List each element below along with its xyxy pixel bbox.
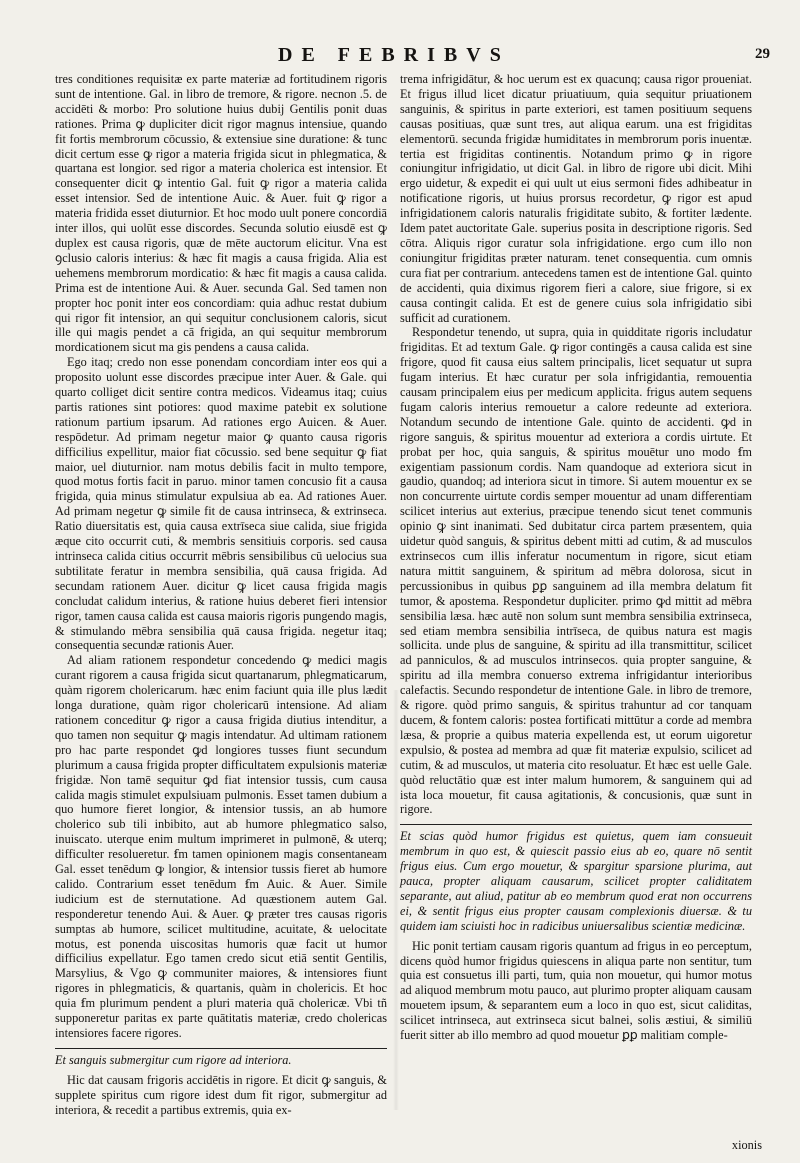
catchword: xionis <box>731 1138 762 1152</box>
left-paragraph-3: Ad aliam rationem respondetur concedendo ꝙ medici magis curant rigorem a causa frigida sicut quartanarum, phlegmaticarum, quàm rigorem cholericarum. hæc enim faciunt quia ille plus lædit longa duratione, quàm rigor cholericarū intensione. Ad aliam rationem conceditur ꝙ rigor a causa frigida diutius intenditur, a quo tamen non sequitur ꝙ magis intendatur. Ad ultimam rationem pro hac parte respondet ꝙd longiores tusses fiunt secundum plurimum a causa frigida propter difficultatem expulsionis materiæ frigidæ. Non tamē sequitur ꝙd fiat intensior tussis, cum causa calida magis stimulet expulsiuam pulmonis. Esset tamen dubium a quo humore fieret longior, & intensior tussis, an ab humore cholerico sub tili inbibito, aut ab humore phlegmatico salso, inuiscato. uterque enim multum imprimeret in pulmonē, & uterq; difficulter resolueretur. ẜm tamen opinionem magis consentaneam Gal. esset tenēdum ꝙ longior, & intensior tussis fieret ab humore calido. Contrarium esset tenēdum ẜm Auic. & Auer. Simile iudicium est de sternutatione. Ad quæstionem autem Gal. responderetur tenendo Aui. & Auer. ꝙ præter tres causas rigoris sumptas ab humore, scilicet multitudine, acuitate, & uelocitate motus, est ponenda uiscositas humoris quæ facit ut humor difficilius expellatur. Ego tamen credo sicut etiā sentit Gentilis, Marsylius, & Vgo ꝙ communiter maiores, & intensiores fiunt rigores in phlegmaticis, & quartanis, quàm in cholericis. Et hoc quia ẜm plurimum pendent a pluri materia quā cholericæ. Vbi tñ supponeretur paritas ex parte quātitatis materiæ, credo cholericas intensiores facere rigores. <box>55 653 387 1040</box>
gutter-shadow <box>393 690 399 1110</box>
right-paragraph-1: trema infrigidātur, & hoc uerum est ex quacunq; causa rigor proueniat. Et frigus illud licet dicatur priuatiuum, quia sequitur priuationem sanguinis, & spiritus in parte exteriori, est tamen positiuum sequens causas positiuas, quæ sunt tres, aut aliqua earum. una est frigiditas elementorū. secunda frigidæ humiditates in membrorum poris inuentæ. tertia est frigiditas continentis. Notandum primo ꝙ in rigore coniungitur infrigidatio, ut dicit Gal. in libro de rigore ubi dicit. Mihi ergo uidetur, & expedit ei qui uult ut eius sermoni fides adhibeatur in notificatione rigoris, ut huius prorsus recordetur, ꝙ rigor est apud infrigidationem caloris naturalis frigiditate subito, & fortiter lædente. Idem patet auctoritate Gale. superius posita in descriptione rigoris. Sed cōtra. Aliquis rigor curatur sola infrigidatione. ergo cum illo non coniungitur frigiditas præter naturam. tenet consequentia. cum omnis cura fiat per contrarium. antecedens tamen est de intentione Gal. quinto de accidenti, quia diximus rigorem fieri a calore, siue frigore, si ex causa contingit calida. Et est de genere cuius sola infrigidatio sibi sufficit ad curationem. <box>400 72 752 325</box>
right-paragraph-3: Hic ponit tertiam causam rigoris quantum ad frigus in eo perceptum, dicens quòd humor frigidus quiescens in aliqua parte non sentitur, tum quia est consuetus illi parti, tum, quia non mouetur, qui humor motus ad aliquod membrum motu pauco, aut plurimo propter aliquam causam mouetem ipsum, & separantem eum a loco in quo est, sicut caliditas, scilicet intrinseca, aut extrinseca sicut balnei, solis æstiui, & similiū fuerit sitter ab illo membro ad quod mouetur ꝑꝑ malitiam comple- <box>400 938 752 1043</box>
left-lemma: Et sanguis submergitur cum rigore ad interiora. <box>55 1048 387 1068</box>
right-paragraph-2: Respondetur tenendo, ut supra, quia in quidditate rigoris includatur frigiditas. Et ad textum Gale. ꝙ rigor contingēs a causa calida est sine frigore, quod fit causa eius saltem principalis, licet sequatur ut supra fugam interius. Et hæc curatur per sola infrigidantia, remouentia causam principalem eius per medicum applicita. frigus autem sequens fugam caloris interius remouetur a calore redeunte ad exteriora. Notandum secundo de intentione Gale. quinto de accidenti. ꝙd in rigore sanguis, & spiritus mouentur ad exteriora a cordis uirtute. Et probat per hoc, quia sanguis, & spiritus mouētur uno modo ẜm exigentiam passionum cordis. Nam quandoque ad exteriora sicut in gaudio, quandoq; ad interiora sicut in timore. Si autem mouentur ex se non concurrente uirtute cordis semper mouentur ad unam differentiam scilicet interius aut exterius, præcipue tenendo sicut tenet communis opinio ꝙ sint inanimati. Sed dubitatur circa partem præsentem, quia uidetur quòd sanguis, & spiritus debent mitti ad cutim, & ad musculos extrinsecos cum illis inferatur nocumentum in rigore, sicut etiam natura mittit sanguinem, & spiritum ad mēbra dolorosa, sicut in percussionibus in quibus ꝑꝑ sanguinem ad illa membra delatum fit tumor, & apostema. Respondetur dupliciter. primo ꝙd mittit ad mēbra sensibilia læsa. hæc autē non solum sunt membra sensibilia extrinseca, sed etiam membra sensibilia intrīseca, de quibus natura est magis sollicita. unde plus de sanguine, & spiritu ad illa transmittitur, scilicet ad panniculos, & ad musculos intrinsecos. quia propter sanguine, & spiritu ad illa membra conuerso extrema infrigidantur interioribus calefactis. Secundo respondetur de intentione Gale. in libro de tremore, & rigore. quòd primo sanguis, & spiritus trahuntur ad cor tanquam ducem, & fontem caloris: postea fortificati mittūtur a corde ad membra læsa, & proprie a quibus materia expellenda est, ut eorum uigoretur expulsio, & postea ad membra ad quæ fit materiæ expulsio, scilicet ad cutim, & ad musculos, ut materia cito resoluatur. Et hæc est uelle Gale. quòd reluctātio quæ est inter malum humorem, & sanguinem qui ad ista loca mouetur, fit causa agitationis, & concusionis, quæ sunt in rigore. <box>400 325 752 817</box>
page-number: 29 <box>755 46 770 62</box>
left-paragraph-4: Hic dat causam frigoris accidētis in rigore. Et dicit ꝙ sanguis, & supplete spiritus cum rigore idest dum fit rigor, submergitur ad interiora, & recedit a partibus extremis, quia ex- <box>55 1072 387 1117</box>
right-column <box>400 72 752 1043</box>
left-column <box>55 72 387 1118</box>
left-paragraph-2: Ego itaq; credo non esse ponendam concordiam inter eos qui a proposito uolunt esse discordes præcipue inter Auer. & Gale. qui quarto colliget dicit sentire contra medicos. Videamus itaq; cuius partis rationes sint potiores: quod maxime patebit ex solutione rationum partium ipsarum. Ad rationes ergo Auicen. & Auer. respōdetur. Ad primam negetur maior ꝙ quanto causa rigoris difficilius expellitur, maior fiat cōcussio. sed bene sequitur ꝙ fiat maior, uel diuturnior. nam motus debilis facit in multo tempore, quod motus fortis facit in paruo. minor tamen concusio fit a causa frigida, quia minus stimulatur expulsiua ab ea. Ad rationes Auer. Ad primam negetur ꝙ simile fit de causa intrinseca, & extrinseca. Ratio diuersitatis est, quia causa extrīseca siue calida, siue frigida æque cito occurrit cuti, & membris sensitiuis corporis. sed causa intrinseca calida citius occurrit mēbris sensibilibus cū uelocius sua subtilitate feratur in membra sensibilia, quā causa frigida. Ad secundam rationem Auer. dicitur ꝙ licet causa frigida magis concludat calidum interius, & ratione huius deberet fieri intensior rigor, tamen causa calida est causa maioris rigoris pungendo magis, & stimulando mēbra sensibilia quā causa frigida. negetur itaq; consequentia secundæ rationis Auer. <box>55 355 387 653</box>
running-head: DE FEBRIBVS <box>278 44 510 66</box>
page-header <box>0 44 800 70</box>
right-lemma: Et scias quòd humor frigidus est quietus, quem iam consueuit membrum in quo est, & quiescit passio eius ab eo, quare nō sentit frigus eius. Cum ergo mouetur, & spargitur sparsione plurima, aut pauca, propter aliquam causarum, scilicet propter caliditatem separante, aut aliud, patitur ab eo membrum quod erat non occurrens ei, & sentit frigus eius propter causam complexionis diuersæ. & tu quidem iam sciuisti hoc in radicibus uniuersalibus scientiæ medicinæ. <box>400 824 752 933</box>
left-paragraph-1: tres conditiones requisitæ ex parte materiæ ad fortitudinem rigoris sunt de intentione. Gal. in libro de tremore, & rigore. necnon .5. de accidēti & morbo: Pro solutione huius dubij Gentilis ponit duas rationes. Prima ꝙ dupliciter dicit rigor magnus intensiue, quando fit fortis membrorum cōcussio, & extensiue sine duratione: & tunc dicit certum esse ꝙ rigor a materia frigida sicut in phlegmatica, & quartana est longior. sed rigor a materia cholerica est intensior. Et consequenter dicit ꝙ intentio Gal. fuit ꝙ rigor a materia calida esset intensior. Sed de intentione Auic. & Auer. fuit ꝙ rigor a materia fridida esset diuturnior. Et hoc modo uult ponere concordiā inter illos, qui uolūt esse discordes. Secunda solutio eiusdē est ꝙ duplex est causa rigoris, quæ de mēte auctorum elicitur. Vna est ꝯclusio caloris interius: & hæc fit magis a causa frigida. Alia est uehemens membrorum mordicatio: & hæc fit magis a causa calida. Prima est de intentione Aui. & Auer. secunda Gal. Sed tamen non propter hoc ponit inter eos concordiam: quia adhuc restat dubium qui rigor fit intensior, an qui sequitur conclusionem caloris, sicut ille qui magis pendet a cā frigida, an qui sequitur membrorum mordicationem sicut ma gis pendens a causa calida. <box>55 72 387 355</box>
